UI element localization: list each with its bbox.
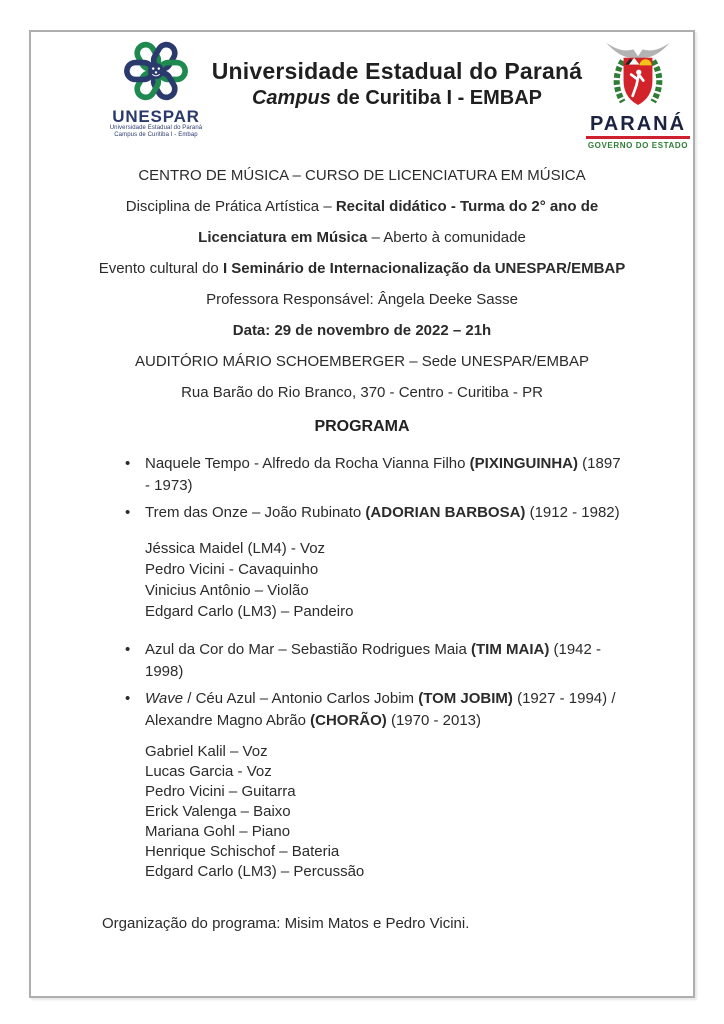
info-line: [31, 228, 693, 247]
performer-line: [31, 762, 693, 782]
program-heading: PROGRAMA: [314, 418, 410, 435]
performer-line: [31, 842, 693, 862]
performer-line: [31, 559, 693, 580]
text-segment: Trem das Onze – João Rubinato: [145, 504, 366, 521]
text-segment: (CHORÃO): [310, 712, 387, 729]
piece-text: [145, 502, 620, 524]
text-segment: Professora Responsável: Ângela Deeke Sasse: [206, 291, 518, 308]
text-segment: Edgard Carlo (LM3) – Percussão: [145, 863, 365, 880]
text-segment: Lucas Garcia - Voz: [145, 763, 272, 780]
text-segment: de Curitiba I - EMBAP: [330, 87, 543, 109]
unespar-caption-line1: Universidade Estadual do Paraná: [109, 125, 203, 131]
performers-group-1: [31, 538, 693, 622]
piece-text: [145, 688, 623, 732]
bullet-icon: •: [125, 455, 131, 472]
program-piece: [31, 502, 693, 524]
performer-line: [31, 538, 693, 559]
info-line: [31, 197, 693, 216]
info-line: [31, 259, 693, 278]
text-segment: Pedro Vicini – Guitarra: [145, 783, 296, 800]
bullet-icon: •: [125, 641, 131, 658]
program-pieces-2: [31, 639, 693, 732]
parana-caption: GOVERNO DO ESTADO: [587, 141, 689, 150]
unespar-wordmark: UNESPAR: [112, 107, 200, 126]
program-piece: [31, 639, 693, 683]
text-segment: Wave: [145, 690, 184, 707]
text-segment: Campus: [251, 87, 331, 109]
text-segment: (1912 - 1982): [525, 504, 620, 521]
text-segment: Recital didático - Turma do 2° ano de: [335, 198, 599, 215]
text-segment: (TOM JOBIM): [418, 690, 513, 707]
text-segment: AUDITÓRIO MÁRIO SCHOEMBERGER – Sede UNESPAR/EMBAP: [135, 353, 589, 370]
text-segment: Vinicius Antônio – Violão: [145, 582, 309, 599]
text-segment: Data: 29 de novembro de 2022 – 21h: [232, 322, 492, 339]
info-line: [31, 321, 693, 340]
bullet-icon: •: [125, 690, 131, 707]
performer-line: [31, 782, 693, 802]
text-segment: (1970 - 2013): [386, 712, 482, 729]
text-segment: Evento cultural do: [98, 260, 223, 277]
text-segment: (1927 - 1994) / Alexandre Magno Abrão: [145, 690, 616, 729]
text-segment: – Aberto à comunidade: [367, 229, 526, 246]
text-segment: (1897 - 1973): [145, 455, 621, 494]
performer-line: [31, 601, 693, 622]
parana-coat-of-arms-icon: [599, 38, 677, 108]
text-segment: (PIXINGUINHA): [469, 455, 578, 472]
text-segment: Licenciatura em Música: [198, 229, 368, 246]
text-segment: Azul da Cor do Mar – Sebastião Rodrigues Maia: [145, 641, 472, 658]
bullet-icon: •: [125, 504, 131, 521]
text-segment: Erick Valenga – Baixo: [145, 803, 291, 820]
event-info: [31, 166, 693, 402]
laurel-left: [617, 61, 623, 102]
unespar-caption-line2: Campus de Curitiba I - Embap: [114, 132, 198, 138]
text-segment: Disciplina de Prática Artística –: [125, 198, 336, 215]
text-segment: I Seminário de Internacionalização da UNESPAR/EMBAP: [222, 260, 626, 277]
parana-logo: [583, 38, 693, 150]
parana-wordmark: PARANÁ: [589, 113, 687, 135]
organization-note: Organização do programa: Misim Matos e Pedro Vicini.: [102, 915, 470, 932]
piece-text: [145, 453, 623, 497]
text-segment: CENTRO DE MÚSICA – CURSO DE LICENCIATURA EM MÚSICA: [138, 167, 586, 184]
program-piece: [31, 453, 693, 497]
text-segment: (1942 - 1998): [145, 641, 602, 680]
text-segment: Henrique Schischof – Bateria: [145, 843, 340, 860]
text-segment: Jéssica Maidel (LM4) - Voz: [145, 540, 326, 557]
info-line: [31, 290, 693, 309]
performer-line: [31, 742, 693, 762]
text-segment: Rua Barão do Rio Branco, 370 - Centro - Curitiba - PR: [181, 384, 543, 401]
performer-line: [31, 822, 693, 842]
performer-line: [31, 580, 693, 601]
campus-subtitle: [199, 86, 595, 110]
info-line: [31, 166, 693, 185]
info-line: [31, 352, 693, 371]
laurel-right: [653, 61, 659, 102]
text-segment: Gabriel Kalil – Voz: [145, 743, 268, 760]
unespar-logo: [97, 40, 215, 139]
text-segment: Edgard Carlo (LM3) – Pandeiro: [145, 603, 354, 620]
text-segment: (TIM MAIA): [471, 641, 550, 658]
parana-red-rule: [586, 136, 690, 139]
text-segment: / Céu Azul – Antonio Carlos Jobim: [183, 690, 419, 707]
info-line: [31, 383, 693, 402]
text-segment: Mariana Gohl – Piano: [145, 823, 291, 840]
unespar-emblem-icon: [107, 40, 205, 102]
program-pieces-1: [31, 453, 693, 524]
document-page: [29, 30, 695, 998]
text-segment: Pedro Vicini - Cavaquinho: [145, 561, 319, 578]
program-piece: [31, 688, 693, 732]
header: [31, 32, 693, 164]
university-title: Universidade Estadual do Paraná: [211, 58, 583, 84]
text-segment: (ADORIAN BARBOSA): [365, 504, 526, 521]
title-block: [199, 58, 595, 110]
performer-line: [31, 862, 693, 882]
performer-line: [31, 802, 693, 822]
piece-text: [145, 639, 623, 683]
performers-group-2: [31, 742, 693, 882]
text-segment: Naquele Tempo - Alfredo da Rocha Vianna Filho: [145, 455, 470, 472]
